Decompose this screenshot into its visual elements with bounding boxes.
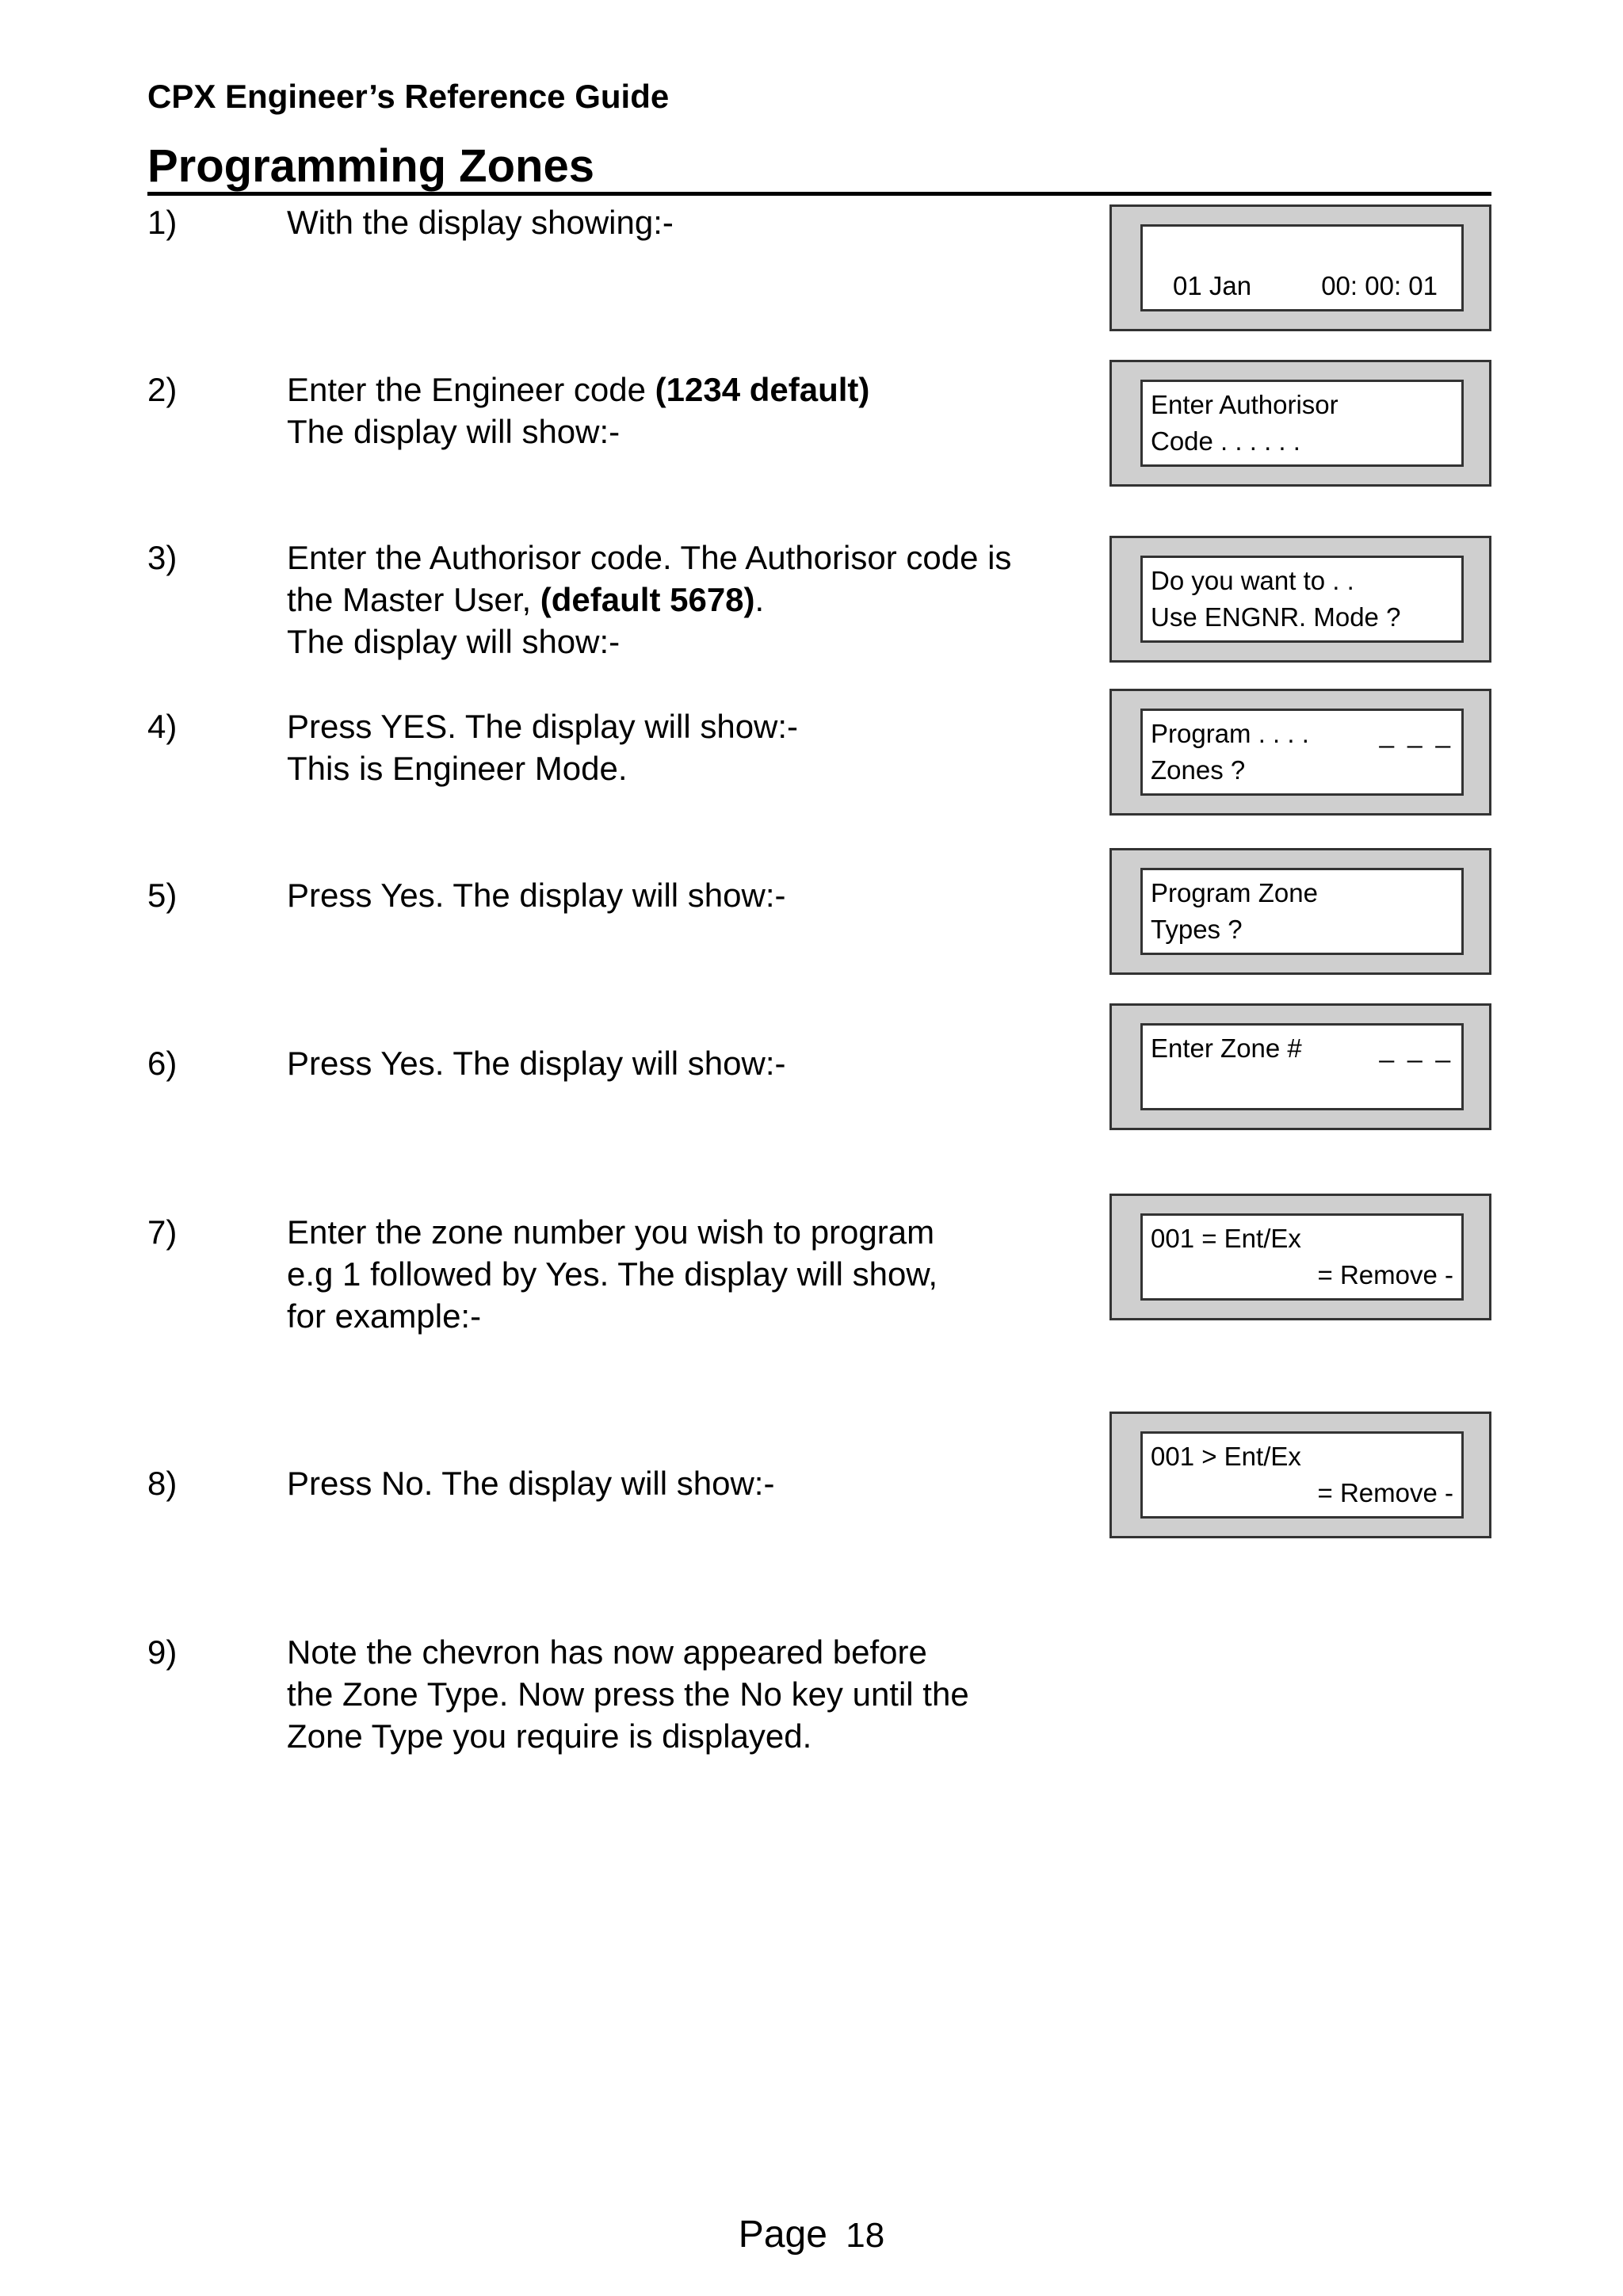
step-text-segment: . (754, 581, 765, 618)
step-text-segment: Press YES. The display will show:- (287, 708, 799, 745)
step-text-segment: Note the chevron has now appeared before (287, 1633, 927, 1671)
lcd-row1-right: _ _ _ (1379, 719, 1453, 748)
step-text-segment: This is Engineer Mode. (287, 750, 628, 787)
step-text (287, 874, 1079, 916)
lcd-row2-right: = Remove - (1317, 1478, 1453, 1507)
lcd-row1-right: _ _ _ (1379, 1033, 1453, 1063)
step-text-segment: Press No. The display will show:- (287, 1465, 775, 1502)
lcd-row2-right: = Remove - (1317, 1260, 1453, 1289)
lcd-display-3 (1109, 536, 1491, 663)
step-number: 5) (147, 877, 178, 914)
document-header: CPX Engineer’s Reference Guide (147, 78, 670, 115)
step-line (287, 1631, 1079, 1673)
lcd-row1-right: 00: 00: 01 (1321, 271, 1438, 300)
lcd-row1-left: Enter Authorisor (1151, 390, 1338, 419)
lcd-display-6 (1109, 1003, 1491, 1130)
step-line (287, 1295, 1079, 1337)
lcd-screen (1140, 709, 1464, 796)
lcd-screen (1140, 1213, 1464, 1301)
step-text-segment: for example:- (287, 1297, 482, 1335)
step-number: 6) (147, 1045, 178, 1082)
lcd-row2-left: Types ? (1151, 915, 1243, 944)
step-text-segment: Enter the Engineer code (287, 371, 655, 408)
step-line (287, 1253, 1079, 1295)
lcd-display-5 (1109, 848, 1491, 975)
lcd-row1-left: Program Zone (1151, 878, 1318, 907)
step-line (287, 1042, 1079, 1084)
step-line (287, 747, 1079, 789)
lcd-row2-left: Code . . . . . . (1151, 426, 1300, 456)
lcd-row1-left: Program . . . . (1151, 719, 1309, 748)
step-number: 9) (147, 1633, 178, 1671)
step-line (287, 1211, 1079, 1253)
step-text-segment: e.g 1 followed by Yes. The display will show, (287, 1255, 938, 1293)
step-text (287, 201, 1079, 243)
step-line (287, 705, 1079, 747)
step-text-segment: the Master User, (287, 581, 540, 618)
step-text-segment: With the display showing:- (287, 204, 674, 241)
lcd-display-7 (1109, 1194, 1491, 1320)
step-number: 7) (147, 1213, 178, 1251)
step-number: 2) (147, 371, 178, 408)
lcd-display-8 (1109, 1412, 1491, 1538)
step-line (287, 874, 1079, 916)
step-line (287, 537, 1079, 579)
step-text-segment: Press Yes. The display will show:- (287, 1045, 786, 1082)
step-text (287, 1042, 1079, 1084)
lcd-display-4 (1109, 689, 1491, 816)
title-rule (147, 192, 1491, 196)
lcd-row1-left: Enter Zone # (1151, 1033, 1302, 1063)
lcd-row2-left: Zones ? (1151, 755, 1246, 785)
lcd-screen (1140, 1431, 1464, 1519)
step-number: 8) (147, 1465, 178, 1502)
step-line (287, 579, 1079, 621)
step-text-bold: (default 5678) (540, 581, 755, 618)
step-text-segment: The display will show:- (287, 623, 621, 660)
step-number: 1) (147, 204, 178, 241)
step-text-segment: Enter the zone number you wish to program (287, 1213, 935, 1251)
step-text-segment: Enter the Authorisor code. The Authorisor code is (287, 539, 1012, 576)
step-number: 3) (147, 539, 178, 576)
step-text-segment: Zone Type you require is displayed. (287, 1717, 812, 1755)
step-line (287, 201, 1079, 243)
step-line (287, 621, 1079, 663)
lcd-row1-left: 001 = Ent/Ex (1151, 1224, 1301, 1253)
section-title: Programming Zones (147, 140, 594, 192)
lcd-screen (1140, 868, 1464, 955)
page-footer (0, 2211, 1623, 2260)
step-text-segment: the Zone Type. Now press the No key until the (287, 1675, 969, 1713)
lcd-screen (1140, 556, 1464, 643)
page-number: 18 (846, 2216, 885, 2255)
step-line (287, 1462, 1079, 1504)
step-text (287, 705, 1079, 789)
page-label: Page (738, 2214, 827, 2256)
lcd-row1-left: 001 > Ent/Ex (1151, 1442, 1301, 1471)
step-text (287, 1211, 1079, 1337)
step-line (287, 369, 1079, 411)
lcd-display-1 (1109, 204, 1491, 331)
lcd-screen (1140, 1023, 1464, 1110)
step-number: 4) (147, 708, 178, 745)
step-text (287, 1462, 1079, 1504)
lcd-row1-left: 01 Jan (1173, 271, 1252, 300)
lcd-screen (1140, 380, 1464, 467)
lcd-row2-left: Use ENGNR. Mode ? (1151, 602, 1401, 632)
lcd-display-2 (1109, 360, 1491, 487)
step-text-segment: Press Yes. The display will show:- (287, 877, 786, 914)
step-line (287, 411, 1079, 453)
step-text (287, 369, 1079, 453)
step-line (287, 1715, 1079, 1757)
step-text-segment: The display will show:- (287, 413, 621, 450)
step-text (287, 537, 1079, 663)
lcd-screen (1140, 224, 1464, 311)
step-text (287, 1631, 1079, 1757)
lcd-row1-left: Do you want to . . (1151, 566, 1354, 595)
step-line (287, 1673, 1079, 1715)
step-text-bold: (1234 default) (655, 371, 870, 408)
